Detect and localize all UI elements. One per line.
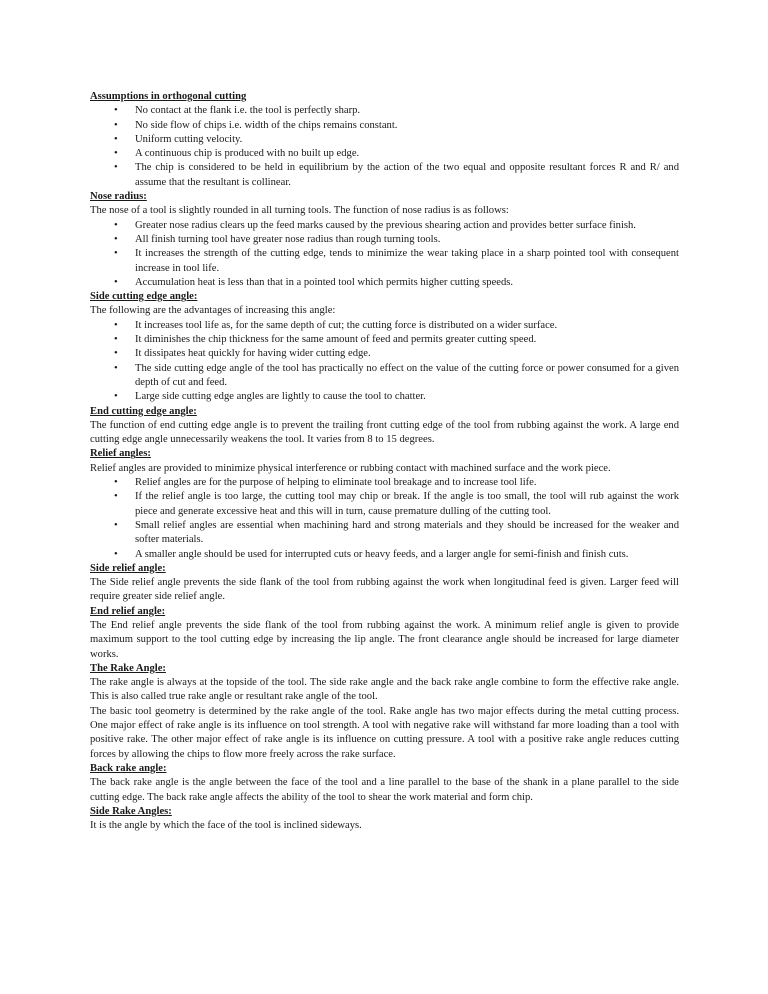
paragraph: The End relief angle prevents the side flank of the tool from rubbing against the work. A minimum relief angle is given to provide maximum support to the tool cutting edge by increasing the lip angle. The front clearance angle should be increased for large diameter works. [90, 619, 679, 660]
bullet-item [90, 104, 679, 118]
section-heading: End relief angle: [90, 605, 166, 617]
section [90, 190, 679, 290]
bullet-glyph: • [114, 491, 118, 503]
bullet-text: No side flow of chips i.e. width of the chips remains constant. [135, 119, 398, 131]
bullet-glyph: • [114, 133, 118, 145]
bullet-text: Small relief angles are essential when machining hard and strong materials and they should be increased for the weaker and softer materials. [135, 519, 679, 546]
bullet-item [90, 519, 679, 548]
section [90, 805, 679, 834]
paragraph: The back rake angle is the angle between the face of the tool and a line parallel to the base of the shank in a plane parallel to the side cutting edge. The back rake angle affects the ability of the tool to shear the work material and form chip. [90, 777, 679, 803]
section [90, 290, 679, 404]
bullet-glyph: • [114, 477, 118, 489]
bullet-item [90, 276, 679, 290]
bullet-item [90, 161, 679, 190]
section-heading: The Rake Angle: [90, 662, 166, 674]
section [90, 562, 679, 605]
bullet-list [90, 219, 679, 290]
paragraph: It is the angle by which the face of the tool is inclined sideways. [90, 820, 362, 832]
bullet-text: The chip is considered to be held in equilibrium by the action of the two equal and opposite resultant forces R and R/ and assume that the resultant is collinear. [135, 162, 679, 188]
paragraph: The basic tool geometry is determined by the rake angle of the tool. Rake angle has two major effects during the metal cutting process. One major effect of rake angle is its influence on tool strength. A tool with negative rake will withstand far more loading than a tool with positive rake. The other major effect of rake angle is its influence on cutting pressure. A tool with a positive rake angle reduces cutting forces by allowing the chips to flow more freely across the rake surface. [90, 705, 679, 760]
bullet-item [90, 219, 679, 233]
bullet-text: It diminishes the chip thickness for the same amount of feed and permits greater cutting speed. [135, 334, 537, 346]
bullet-glyph: • [114, 276, 118, 288]
bullet-text: It increases the strength of the cutting edge, tends to minimize the wear taking place in a sharp pointed tool with consequent increase in tool life. [135, 248, 679, 274]
bullet-glyph: • [114, 248, 118, 260]
section-heading: Side relief angle: [90, 562, 166, 574]
bullet-text: Relief angles are for the purpose of helping to eliminate tool breakage and to increase tool life. [135, 477, 537, 489]
bullet-item [90, 548, 679, 562]
bullet-item [90, 347, 679, 361]
bullet-list [90, 319, 679, 405]
bullet-item [90, 247, 679, 276]
bullet-text: Uniform cutting velocity. [135, 133, 243, 145]
section-heading: Relief angles: [90, 448, 151, 460]
bullet-text: All finish turning tool have greater nose radius than rough turning tools. [135, 233, 441, 245]
section-heading: Side Rake Angles: [90, 805, 172, 817]
bullet-glyph: • [114, 219, 118, 231]
bullet-item [90, 490, 679, 519]
section-heading: Side cutting edge angle: [90, 291, 198, 303]
bullet-item [90, 147, 679, 161]
bullet-text: Accumulation heat is less than that in a pointed tool which permits higher cutting speeds. [135, 276, 514, 288]
bullet-item [90, 362, 679, 391]
bullet-text: It increases tool life as, for the same depth of cut; the cutting force is distributed on a wider surface. [135, 319, 558, 331]
bullet-glyph: • [114, 348, 118, 360]
section-heading: Back rake angle: [90, 762, 167, 774]
bullet-text: A continuous chip is produced with no built up edge. [135, 148, 360, 160]
bullet-item [90, 119, 679, 133]
bullet-glyph: • [114, 319, 118, 331]
bullet-item [90, 233, 679, 247]
section [90, 90, 679, 190]
section [90, 405, 679, 448]
paragraph: Relief angles are provided to minimize physical interference or rubbing contact with machined surface and the work piece. [90, 462, 611, 474]
bullet-glyph: • [114, 391, 118, 403]
section-heading: Assumptions in orthogonal cutting [90, 91, 247, 102]
bullet-text: The side cutting edge angle of the tool has practically no effect on the value of the cutting force or power consumed for a given depth of cut and feed. [135, 362, 679, 388]
paragraph: The nose of a tool is slightly rounded in all turning tools. The function of nose radius is as follows: [90, 205, 509, 217]
bullet-glyph: • [114, 362, 118, 374]
bullet-item [90, 476, 679, 490]
paragraph: The rake angle is always at the topside of the tool. The side rake angle and the back rake angle combine to form the effective rake angle. This is also called true rake angle or resultant rake angle of the tool. [90, 677, 679, 703]
bullet-glyph: • [114, 548, 118, 560]
bullet-glyph: • [114, 519, 118, 531]
bullet-item [90, 333, 679, 347]
bullet-text: If the relief angle is too large, the cutting tool may chip or break. If the angle is too small, the tool will rub against the work piece and generate excessive heat and this will in turn, cause premature dulling of the cutting tool. [135, 491, 679, 517]
section-heading: End cutting edge angle: [90, 405, 197, 417]
bullet-glyph: • [114, 233, 118, 245]
section [90, 662, 679, 762]
bullet-glyph: • [114, 119, 118, 131]
paragraph: The Side relief angle prevents the side flank of the tool from rubbing against the work when longitudinal feed is given. Larger feed will require greater side relief angle. [90, 577, 679, 603]
section [90, 605, 679, 662]
bullet-item [90, 319, 679, 333]
paragraph: The function of end cutting edge angle is to prevent the trailing front cutting edge of the tool from rubbing against the work. A large end cutting edge angle unnecessarily weakens the tool. It varies from 8 to 15 degrees. [90, 419, 679, 446]
section [90, 762, 679, 805]
bullet-text: Greater nose radius clears up the feed marks caused by the previous shearing action and provides better surface finish. [135, 219, 636, 231]
section-heading: Nose radius: [90, 191, 147, 203]
bullet-glyph: • [114, 105, 118, 117]
bullet-text: Large side cutting edge angles are lightly to cause the tool to chatter. [135, 391, 426, 403]
paragraph: The following are the advantages of increasing this angle: [90, 305, 336, 317]
bullet-list [90, 104, 679, 190]
bullet-text: No contact at the flank i.e. the tool is perfectly sharp. [135, 105, 361, 117]
bullet-list [90, 476, 679, 562]
section [90, 447, 679, 561]
bullet-text: It dissipates heat quickly for having wider cutting edge. [135, 348, 371, 360]
bullet-glyph: • [114, 162, 118, 174]
bullet-item [90, 133, 679, 147]
bullet-item [90, 390, 679, 404]
bullet-glyph: • [114, 148, 118, 160]
bullet-glyph: • [114, 334, 118, 346]
document-page [90, 90, 679, 833]
bullet-text: A smaller angle should be used for interrupted cuts or heavy feeds, and a larger angle for semi-finish and finish cuts. [135, 548, 629, 560]
